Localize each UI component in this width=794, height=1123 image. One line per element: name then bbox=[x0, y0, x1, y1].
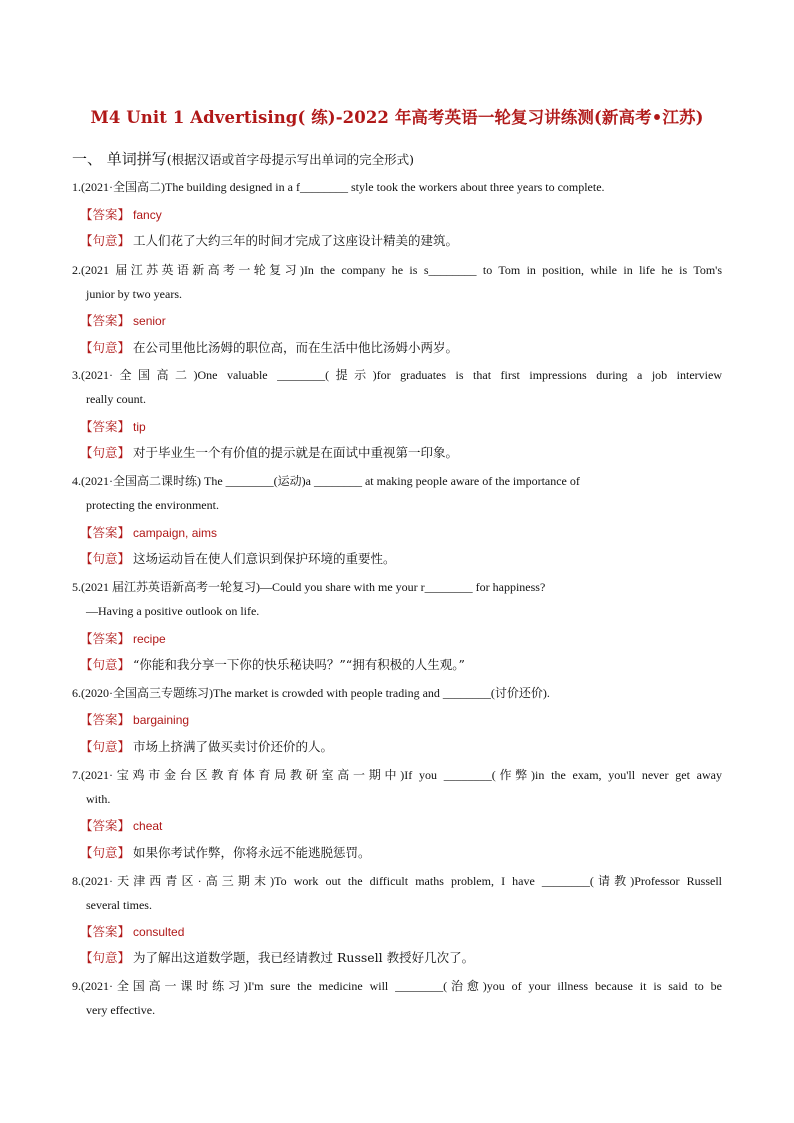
question-1-answer bbox=[80, 205, 162, 223]
meaning-value: 为了解出这道数学题，我已经请教过 Russell 教授好几次了。 bbox=[133, 950, 475, 965]
answer-value: cheat bbox=[133, 819, 163, 833]
answer-label: 【答案】 bbox=[80, 313, 131, 328]
question-3-text: 3.(2021·全国高二)One valuable ________(提示)for graduates is that first impressions during a job interview bbox=[72, 368, 722, 382]
question-2-text: 2.(2021 届江苏英语新高考一轮复习)In the company he is s________ to Tom in position, while in life he is Tom's bbox=[72, 263, 722, 277]
section-heading bbox=[72, 148, 414, 169]
meaning-label: 【句意】 bbox=[80, 445, 131, 460]
question-2-text-cont: junior by two years. bbox=[86, 287, 182, 301]
answer-label: 【答案】 bbox=[80, 712, 131, 727]
answer-label: 【答案】 bbox=[80, 631, 131, 646]
question-5-text-cont: —Having a positive outlook on life. bbox=[86, 604, 260, 618]
meaning-value: 市场上挤满了做买卖讨价还价的人。 bbox=[133, 739, 334, 754]
question-8-text-cont: several times. bbox=[86, 898, 152, 912]
meaning-value: 如果你考试作弊，你将永远不能逃脱惩罚。 bbox=[133, 845, 371, 860]
question-3-text-cont: really count. bbox=[86, 392, 146, 406]
section-instruction: (根据汉语或首字母提示写出单词的完全形式) bbox=[166, 152, 415, 167]
answer-value: senior bbox=[133, 314, 166, 328]
answer-value: campaign, aims bbox=[133, 526, 218, 540]
question-3-meaning bbox=[80, 443, 458, 461]
question-9-text: 9.(2021·全国高一课时练习)I'm sure the medicine will ________(治愈)you of your illness because it is said to be bbox=[72, 979, 722, 993]
section-title: 一、 单词拼写 bbox=[72, 150, 167, 168]
answer-label: 【答案】 bbox=[80, 207, 131, 222]
answer-value: fancy bbox=[133, 208, 162, 222]
meaning-value: 对于毕业生一个有价值的提示就是在面试中重视第一印象。 bbox=[133, 445, 459, 460]
meaning-label: 【句意】 bbox=[80, 233, 131, 248]
answer-label: 【答案】 bbox=[80, 419, 131, 434]
question-1-meaning bbox=[80, 231, 458, 249]
answer-label: 【答案】 bbox=[80, 818, 131, 833]
question-1-text: 1.(2021·全国高二)The building designed in a f________ style took the workers about three years to complete. bbox=[72, 180, 605, 194]
meaning-label: 【句意】 bbox=[80, 340, 131, 355]
question-5-meaning bbox=[80, 655, 465, 673]
page-title: M4 Unit 1 Advertising( 练)-2022 年高考英语一轮复习讲练测(新高考•江苏) bbox=[90, 108, 704, 127]
meaning-value: “你能和我分享一下你的快乐秘诀吗？”“拥有积极的人生观。” bbox=[133, 657, 465, 672]
question-8-text: 8.(2021·天津西青区·高三期末)To work out the difficult maths problem, I have ________(请教)Professor Russell bbox=[72, 874, 722, 888]
answer-value: recipe bbox=[133, 632, 166, 646]
meaning-label: 【句意】 bbox=[80, 657, 131, 672]
question-5-text: 5.(2021 届江苏英语新高考一轮复习)—Could you share with me your r________ for happiness? bbox=[72, 580, 546, 594]
question-8-answer bbox=[80, 922, 184, 940]
question-7-meaning bbox=[80, 843, 371, 861]
answer-label: 【答案】 bbox=[80, 924, 131, 939]
answer-value: bargaining bbox=[133, 713, 190, 727]
question-4-answer bbox=[80, 523, 217, 541]
meaning-value: 这场运动旨在使人们意识到保护环境的重要性。 bbox=[133, 551, 396, 566]
question-9-text-cont: very effective. bbox=[86, 1003, 156, 1017]
meaning-value: 在公司里他比汤姆的职位高，而在生活中他比汤姆小两岁。 bbox=[133, 340, 459, 355]
question-6-answer bbox=[80, 710, 189, 728]
question-5-answer bbox=[80, 629, 166, 647]
meaning-label: 【句意】 bbox=[80, 950, 131, 965]
meaning-value: 工人们花了大约三年的时间才完成了这座设计精美的建筑。 bbox=[133, 233, 459, 248]
question-6-meaning bbox=[80, 737, 333, 755]
question-2-answer bbox=[80, 311, 166, 329]
question-7-answer bbox=[80, 816, 162, 834]
meaning-label: 【句意】 bbox=[80, 551, 131, 566]
question-4-text-cont: protecting the environment. bbox=[86, 498, 219, 512]
answer-value: tip bbox=[133, 420, 146, 434]
question-4-text: 4.(2021·全国高二课时练) The ________(运动)a ________ at making people aware of the importance of bbox=[72, 474, 580, 488]
meaning-label: 【句意】 bbox=[80, 739, 131, 754]
question-4-meaning bbox=[80, 549, 396, 567]
answer-label: 【答案】 bbox=[80, 525, 131, 540]
question-3-answer bbox=[80, 417, 146, 435]
question-7-text-cont: with. bbox=[86, 792, 111, 806]
question-2-meaning bbox=[80, 338, 458, 356]
answer-value: consulted bbox=[133, 925, 185, 939]
question-8-meaning bbox=[80, 948, 474, 966]
question-6-text: 6.(2020·全国高三专题练习)The market is crowded with people trading and ________(讨价还价). bbox=[72, 686, 550, 700]
question-7-text: 7.(2021·宝鸡市金台区教育体育局教研室高一期中)If you ________(作弊)in the exam, you'll never get away bbox=[72, 768, 722, 782]
meaning-label: 【句意】 bbox=[80, 845, 131, 860]
